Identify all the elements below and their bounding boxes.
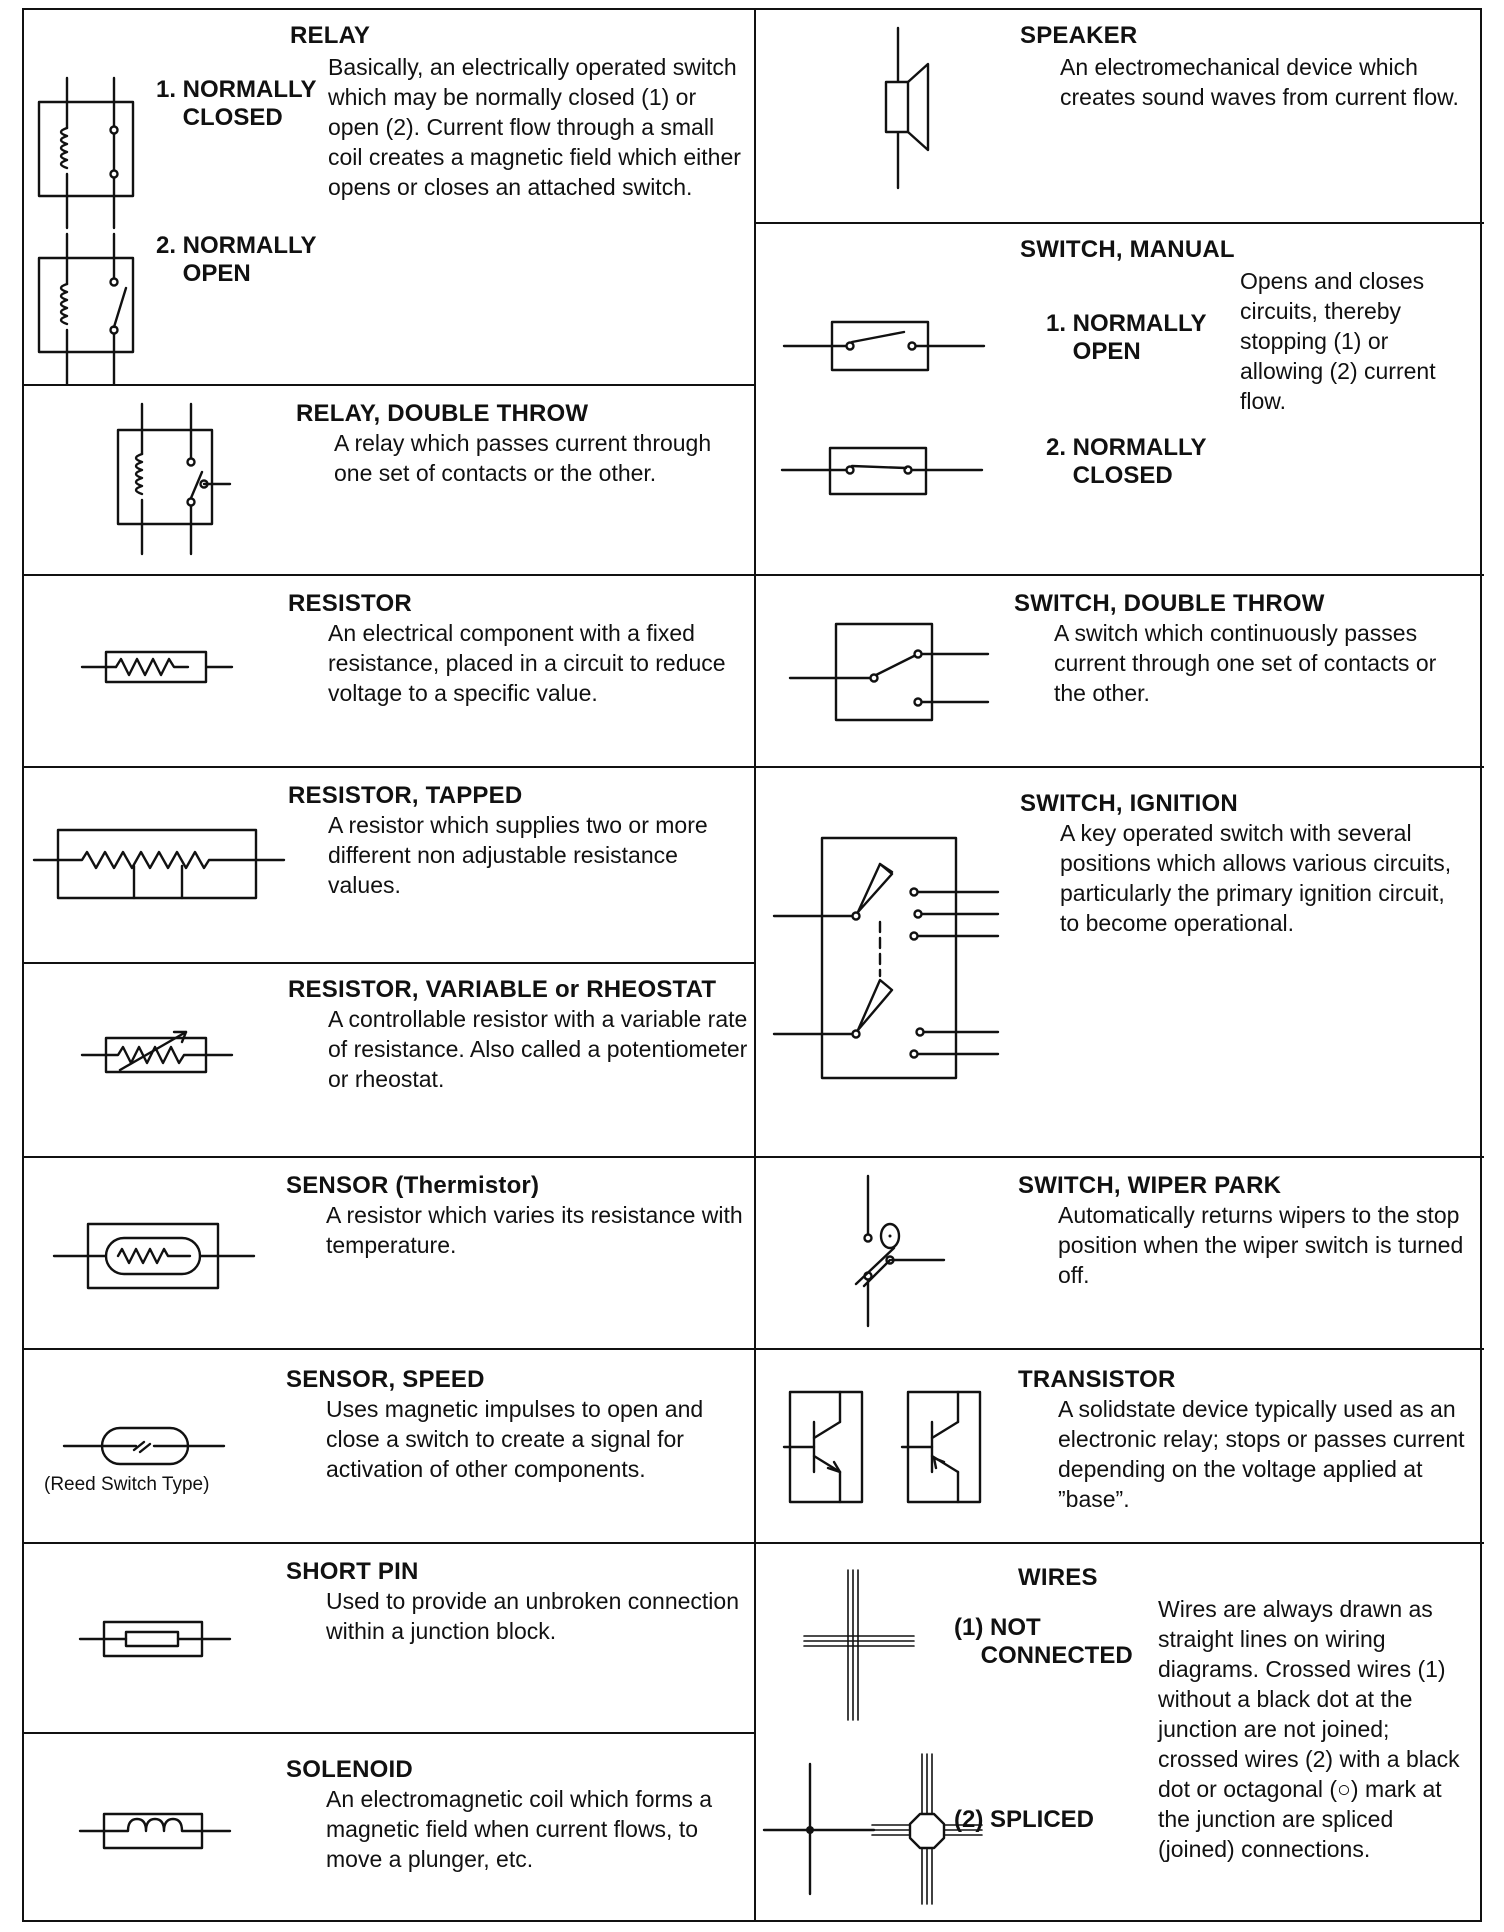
- switch-manual-description: Opens and closes circuits, thereby stopping (1) or allowing (2) current flow.: [1240, 268, 1436, 414]
- speaker-description: An electromechanical device which creates sound waves from current flow.: [1060, 54, 1459, 110]
- row-divider: [24, 384, 754, 386]
- relay-description: Basically, an electrically operated switch which may be normally closed (1) or open (2). Current flow through a small coil creates a magnetic field which either opens or closes an attached switch.: [328, 54, 741, 200]
- transistor-pnp-symbol: [902, 1382, 982, 1512]
- wires-spliced-symbol-octagonal: [872, 1754, 982, 1904]
- switch-manual-normally-closed-label: 2. NORMALLY CLOSED: [1046, 434, 1207, 489]
- resistor-tapped-symbol: [34, 820, 284, 910]
- row-divider: [754, 1348, 1484, 1350]
- wires-not-connected-symbol: [804, 1570, 914, 1720]
- switch-manual-title: SWITCH, MANUAL: [1020, 236, 1235, 263]
- resistor-tapped-title: RESISTOR, TAPPED: [288, 782, 523, 809]
- sensor-speed-caption: (Reed Switch Type): [44, 1474, 210, 1495]
- switch-ignition-title: SWITCH, IGNITION: [1020, 790, 1238, 817]
- sensor-speed-description: Uses magnetic impulses to open and close a switch to create a signal for activation of other components.: [326, 1396, 704, 1482]
- switch-manual-normally-open-symbol: [784, 310, 984, 370]
- row-divider: [754, 766, 1484, 768]
- row-divider: [24, 1542, 754, 1544]
- wires-title: WIRES: [1018, 1564, 1098, 1591]
- row-divider: [754, 1156, 1484, 1158]
- sensor-thermistor-symbol: [54, 1216, 254, 1296]
- row-divider: [24, 1156, 754, 1158]
- wires-description: Wires are always drawn as straight lines on wiring diagrams. Crossed wires (1) without a black dot at the junction are not joined; crossed wires (2) with a black dot or octagonal (○) mark at the junction are spliced (joined) connections.: [1158, 1596, 1460, 1862]
- sensor-thermistor-title: SENSOR (Thermistor): [286, 1172, 540, 1199]
- sensor-speed-symbol: [64, 1420, 224, 1470]
- switch-wiper-park-title: SWITCH, WIPER PARK: [1018, 1172, 1282, 1199]
- row-divider: [754, 1542, 1484, 1544]
- transistor-description: A solidstate device typically used as an electronic relay; stops or passes current depending on the voltage applied at ”base”.: [1058, 1396, 1465, 1512]
- resistor-title: RESISTOR: [288, 590, 412, 617]
- switch-double-throw-title: SWITCH, DOUBLE THROW: [1014, 590, 1325, 617]
- switch-double-throw-description: A switch which continuously passes current through one set of contacts or the other.: [1054, 620, 1437, 706]
- solenoid-title: SOLENOID: [286, 1756, 413, 1783]
- wires-spliced-symbol-single: [764, 1754, 874, 1904]
- sensor-thermistor-description: A resistor which varies its resistance with temperature.: [326, 1202, 743, 1258]
- solenoid-symbol: [80, 1806, 230, 1856]
- relay-double-throw-title: RELAY, DOUBLE THROW: [296, 400, 589, 427]
- wires-not-connected-label: (1) NOT CONNECTED: [954, 1614, 1133, 1669]
- symbol-table: [22, 8, 1482, 1922]
- resistor-description: An electrical component with a fixed resistance, placed in a circuit to reduce voltage to a specific value.: [328, 620, 726, 706]
- switch-ignition-description: A key operated switch with several positions which allows various circuits, particularly the primary ignition circuit, to become operational.: [1060, 820, 1452, 936]
- sensor-speed-title: SENSOR, SPEED: [286, 1366, 485, 1393]
- row-divider: [24, 1348, 754, 1350]
- short-pin-description: Used to provide an unbroken connection within a junction block.: [326, 1588, 740, 1644]
- switch-wiper-park-description: Automatically returns wipers to the stop position when the wiper switch is turned off.: [1058, 1202, 1464, 1288]
- row-divider: [24, 1732, 754, 1734]
- resistor-tapped-description: A resistor which supplies two or more different non adjustable resistance values.: [328, 812, 708, 898]
- column-divider: [754, 10, 756, 1920]
- row-divider: [24, 962, 754, 964]
- row-divider: [24, 574, 754, 576]
- short-pin-title: SHORT PIN: [286, 1558, 419, 1585]
- solenoid-description: An electromagnetic coil which forms a magnetic field when current flows, to move a plunger, etc.: [326, 1786, 713, 1872]
- switch-wiper-park-symbol: [824, 1176, 964, 1326]
- switch-manual-normally-closed-symbol: [782, 438, 982, 498]
- relay-normally-closed-label: 1. NORMALLY CLOSED: [156, 76, 317, 131]
- row-divider: [24, 766, 754, 768]
- relay-normally-closed-symbol: [34, 78, 144, 228]
- relay-double-throw-description: A relay which passes current through one set of contacts or the other.: [334, 430, 712, 486]
- transistor-npn-symbol: [784, 1382, 864, 1512]
- switch-manual-normally-open-label: 1. NORMALLY OPEN: [1046, 310, 1207, 365]
- transistor-title: TRANSISTOR: [1018, 1366, 1176, 1393]
- row-divider: [754, 222, 1484, 224]
- row-divider: [754, 574, 1484, 576]
- resistor-variable-symbol: [82, 1020, 232, 1080]
- resistor-symbol: [82, 642, 232, 692]
- relay-normally-open-symbol: [34, 234, 144, 384]
- resistor-variable-title: RESISTOR, VARIABLE or RHEOSTAT: [288, 976, 717, 1003]
- relay-double-throw-symbol: [94, 404, 234, 554]
- relay-title: RELAY: [290, 22, 371, 49]
- relay-normally-open-label: 2. NORMALLY OPEN: [156, 232, 317, 287]
- speaker-symbol: [864, 28, 944, 188]
- wires-spliced-label: (2) SPLICED: [954, 1806, 1095, 1833]
- switch-ignition-symbol: [774, 828, 1054, 1088]
- short-pin-symbol: [80, 1614, 230, 1664]
- speaker-title: SPEAKER: [1020, 22, 1138, 49]
- switch-double-throw-symbol: [790, 618, 990, 728]
- resistor-variable-description: A controllable resistor with a variable rate of resistance. Also called a potentiometer or rheostat.: [328, 1006, 748, 1092]
